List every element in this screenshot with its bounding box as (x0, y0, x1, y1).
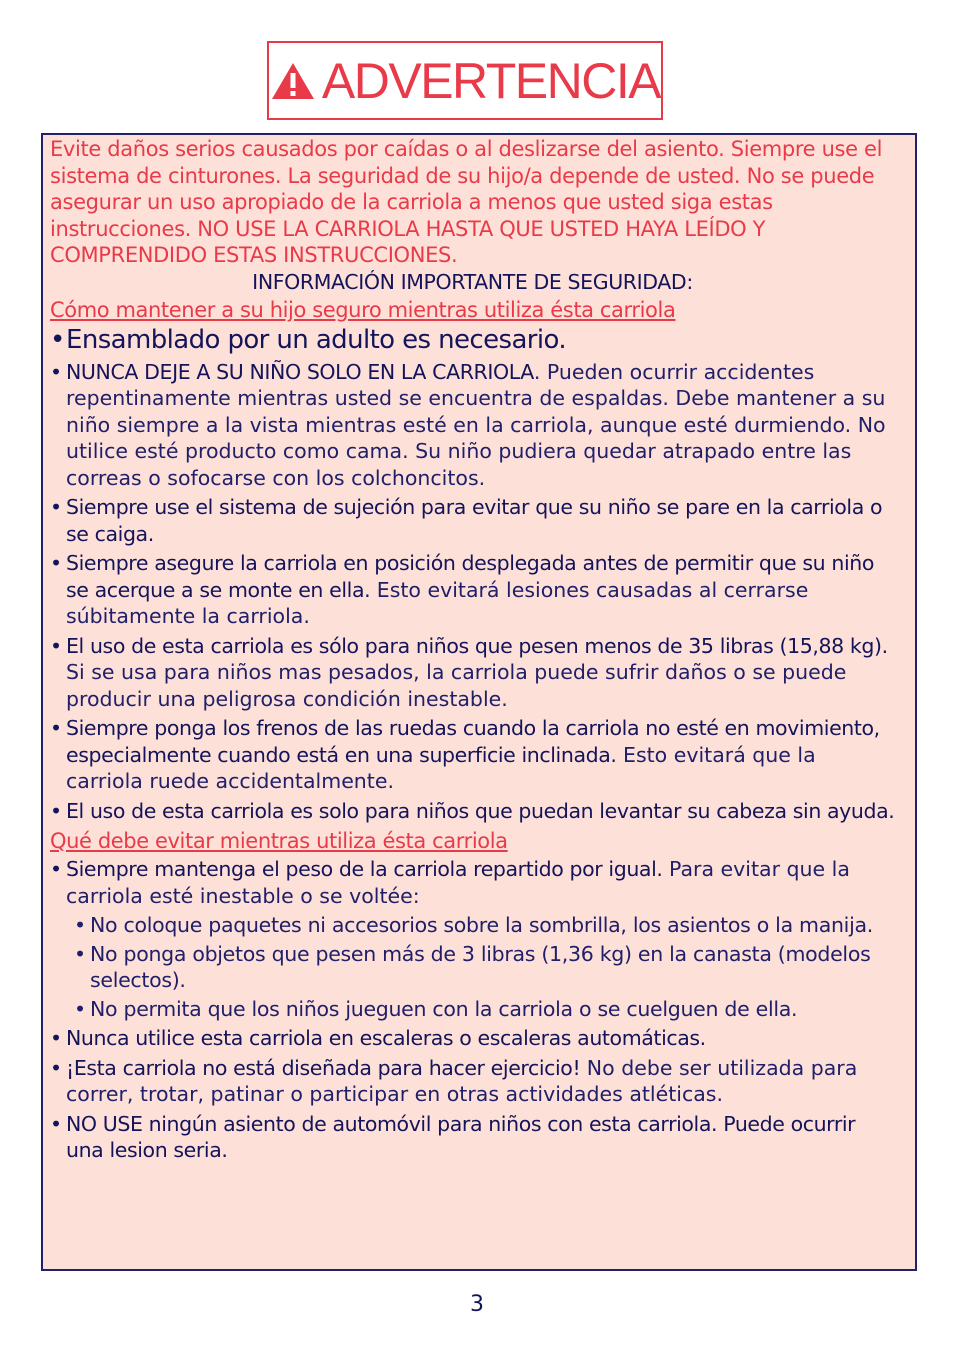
list-item: • Siempre use el sistema de sujeción para evitar que su niño se pare en la carriola o se caiga. (50, 494, 895, 547)
list-item: • Siempre mantenga el peso de la carriola repartido por igual. Para evitar que la carriola esté inestable o se voltée: • No coloque paquetes ni accesorios sobre la sombrilla, los asientos o la manija. • No ponga objetos que pesen más de 3 libras (1,36 kg) en la canasta (modelos selectos). • No permita que los niños jueguen con la carriola o se cuelguen de ella. (50, 856, 895, 1022)
list-item: • Ensamblado por un adulto es necesario. (50, 325, 895, 356)
sub-list-item: • No ponga objetos que pesen más de 3 libras (1,36 kg) en la canasta (modelos selectos). (50, 941, 895, 993)
section-what-to-avoid-title: Qué debe evitar mientras utiliza ésta carriola (50, 829, 508, 853)
sub-list-item: • No coloque paquetes ni accesorios sobre la sombrilla, los asientos o la manija. (50, 912, 895, 938)
list-item: • Siempre ponga los frenos de las ruedas cuando la carriola no esté en movimiento, especialmente cuando está en una superficie inclinada. Esto evitará que la carriola ruede accidentalmente. (50, 715, 895, 795)
list-item: • ¡Esta carriola no está diseñada para hacer ejercicio! No debe ser utilizada para correr, trotar, patinar o participar en otras actividades atléticas. (50, 1055, 895, 1108)
list-item: • Nunca utilice esta carriola en escaleras o escaleras automáticas. (50, 1025, 895, 1052)
sub-list-item: • No permita que los niños jueguen con la carriola o se cuelguen de ella. (50, 996, 895, 1022)
important-safety-heading: INFORMACIÓN IMPORTANTE DE SEGURIDAD: (252, 269, 693, 294)
warning-title: ADVERTENCIA (321, 52, 661, 109)
list-item: • El uso de esta carriola es solo para niños que puedan levantar su cabeza sin ayuda. (50, 798, 895, 825)
page-number: 3 (470, 1292, 484, 1317)
list-item: • El uso de esta carriola es sólo para niños que pesen menos de 35 libras (15,88 kg). Si se usa para niños mas pesados, la carriola puede sufrir daños o se puede producir una peligrosa condición inestable. (50, 633, 895, 713)
sub-list (50, 912, 895, 1022)
warning-triangle-icon (270, 61, 316, 101)
safety-panel (41, 133, 917, 1271)
intro-warning-text: Evite daños serios causados por caídas o al deslizarse del asiento. Siempre use el sistema de cinturones. La seguridad de su hijo/a depende de usted. No se puede asegurar un uso apropiado de la carriola a menos que usted siga estas instrucciones. NO USE LA CARRIOLA HASTA QUE USTED HAYA LEÍDO Y COMPRENDIDO ESTAS INSTRUCCIONES. (50, 137, 883, 267)
list-item: • Siempre asegure la carriola en posición desplegada antes de permitir que su niño se acerque a se monte en ella. Esto evitará lesiones causadas al cerrarse súbitamente la carriola. (50, 550, 895, 630)
list-item: • NUNCA DEJE A SU NIÑO SOLO EN LA CARRIOLA. Pueden ocurrir accidentes repentinamente mientras usted se encuentra de espaldas. Debe mantener a su niño siempre a la vista mientras esté en la carriola, aunque esté durmiendo. No utilice esté producto como cama. Su niño pudiera quedar atrapado entre las correas o sofocarse con los colchoncitos. (50, 359, 895, 492)
warning-title-box (267, 41, 663, 120)
section-what-to-avoid-list (50, 856, 895, 1164)
list-item: • NO USE ningún asiento de automóvil para niños con esta carriola. Puede ocurrir una lesion seria. (50, 1111, 895, 1164)
section-keep-child-safe-list (50, 325, 895, 825)
section-keep-child-safe-title: Cómo mantener a su hijo seguro mientras utiliza ésta carriola (50, 297, 676, 322)
